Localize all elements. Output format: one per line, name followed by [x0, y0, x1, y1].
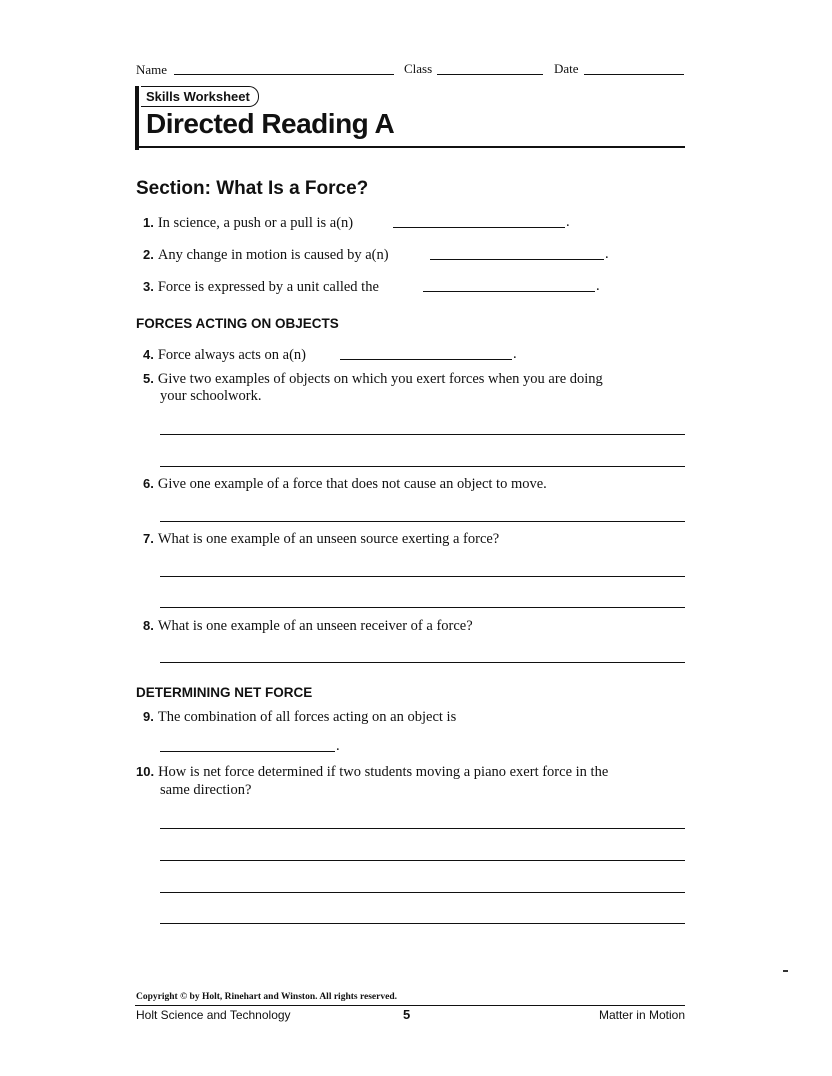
question-number: 6. [143, 476, 154, 491]
answer-end-2: . [605, 246, 609, 262]
question-9 [143, 708, 456, 726]
question-10 [136, 763, 608, 781]
answer-end-4: . [513, 346, 517, 362]
question-number: 10. [136, 764, 155, 779]
question-number: 5. [143, 371, 154, 386]
question-number: 8. [143, 618, 154, 633]
answer-line-7b[interactable] [160, 607, 685, 608]
answer-end-9: . [336, 738, 340, 754]
footer-publisher: Holt Science and Technology [136, 1008, 291, 1022]
answer-line-7a[interactable] [160, 576, 685, 577]
name-label: Name [136, 62, 168, 77]
question-3 [143, 278, 379, 296]
question-text: Force always acts on a(n) [157, 347, 307, 363]
subhead-forces-acting: FORCES ACTING ON OBJECTS [136, 316, 339, 331]
footer-page-number: 5 [403, 1007, 411, 1022]
footer-rule [135, 1005, 685, 1006]
question-4 [143, 346, 306, 364]
class-field[interactable] [437, 74, 543, 75]
question-text-line1: How is net force determined if two students moving a piano exert force in the [158, 764, 609, 780]
name-field[interactable] [174, 74, 394, 75]
question-number: 3. [143, 279, 154, 294]
copyright-notice: Copyright © by Holt, Rinehart and Winston. All rights reserved. [136, 992, 397, 1002]
question-number: 9. [143, 709, 154, 724]
question-number: 4. [143, 347, 154, 362]
question-text: Force is expressed by a unit called the [157, 279, 379, 295]
question-5-line2: your schoolwork. [160, 388, 262, 404]
question-7 [143, 530, 499, 548]
question-text: What is one example of an unseen receiver of a force? [157, 618, 473, 634]
question-number: 2. [143, 247, 154, 262]
answer-line-10c[interactable] [160, 892, 685, 893]
question-6 [143, 475, 547, 493]
answer-line-1[interactable] [393, 227, 565, 228]
title-left-rule [135, 86, 139, 150]
question-text: In science, a push or a pull is a(n) [157, 215, 354, 231]
class-label: Class [404, 61, 433, 76]
answer-line-3[interactable] [423, 291, 595, 292]
question-1 [143, 214, 353, 232]
scan-mark [783, 970, 788, 972]
question-text: Any change in motion is caused by a(n) [157, 247, 389, 263]
question-text-line1: Give two examples of objects on which you exert forces when you are doing [157, 371, 603, 387]
answer-line-10b[interactable] [160, 860, 685, 861]
answer-end-1: . [566, 214, 570, 230]
answer-line-9[interactable] [160, 751, 335, 752]
date-label: Date [554, 61, 579, 76]
question-text: What is one example of an unseen source exerting a force? [157, 531, 500, 547]
question-text: The combination of all forces acting on an object is [157, 709, 457, 725]
title-underline [135, 146, 685, 148]
section-title: Section: What Is a Force? [136, 178, 369, 199]
answer-line-10a[interactable] [160, 828, 685, 829]
question-number: 1. [143, 215, 154, 230]
answer-line-5a[interactable] [160, 434, 685, 435]
question-5 [143, 370, 603, 388]
answer-line-5b[interactable] [160, 466, 685, 467]
question-8 [143, 617, 473, 635]
answer-line-6[interactable] [160, 521, 685, 522]
question-2 [143, 246, 389, 264]
answer-line-4[interactable] [340, 359, 512, 360]
footer-chapter: Matter in Motion [598, 1008, 685, 1022]
answer-line-8[interactable] [160, 662, 685, 663]
page-title: Directed Reading A [146, 108, 395, 139]
question-text: Give one example of a force that does not cause an object to move. [157, 476, 547, 492]
skills-worksheet-tab: Skills Worksheet [141, 86, 259, 107]
answer-end-3: . [596, 278, 600, 294]
question-10-line2: same direction? [160, 782, 252, 798]
subhead-net-force: DETERMINING NET FORCE [136, 685, 313, 700]
date-field[interactable] [584, 74, 684, 75]
answer-line-2[interactable] [430, 259, 604, 260]
answer-line-10d[interactable] [160, 923, 685, 924]
question-number: 7. [143, 531, 154, 546]
